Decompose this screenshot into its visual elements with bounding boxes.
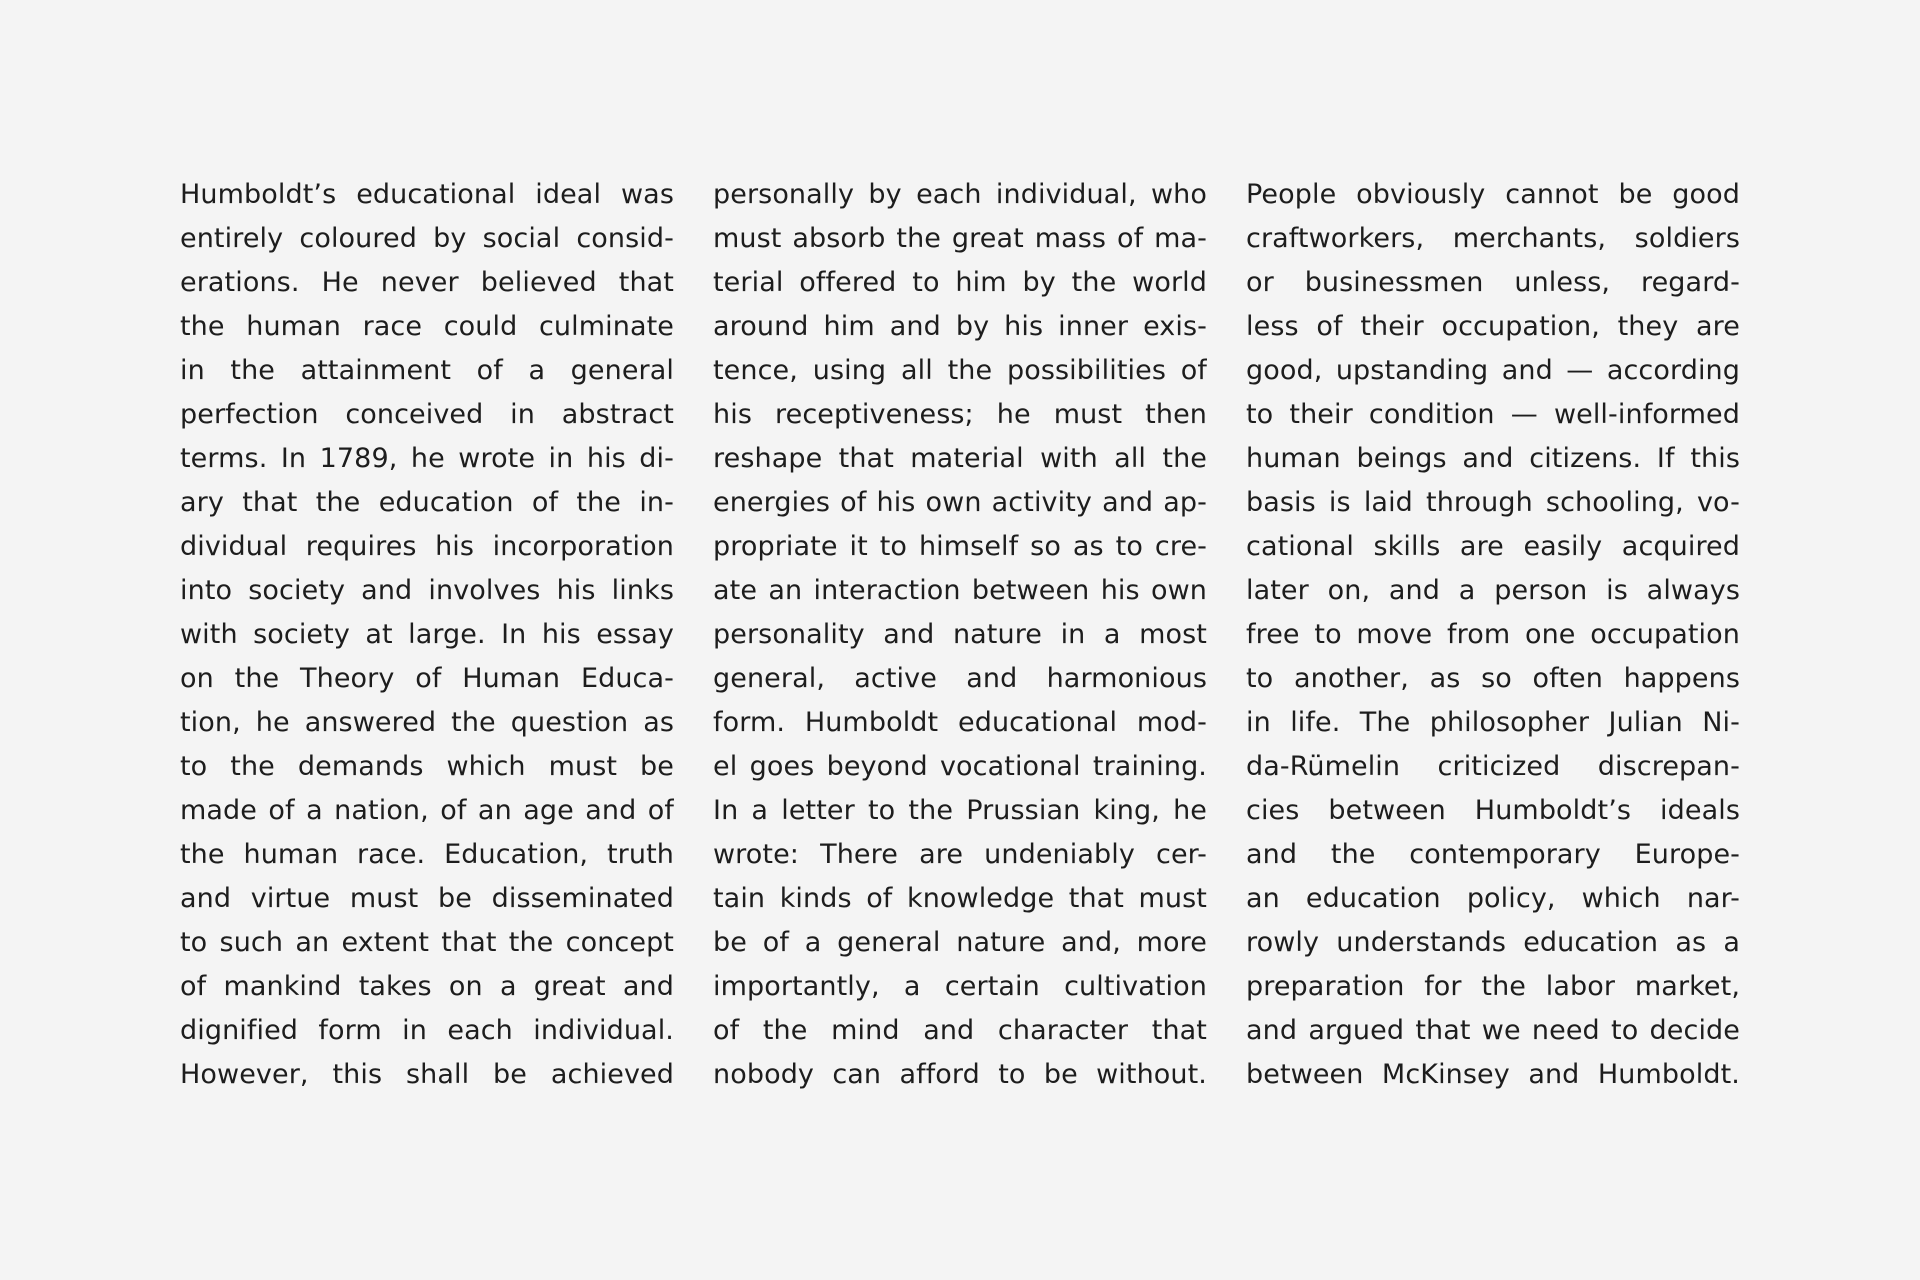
text-line: on the Theory of Human Educa- <box>180 663 674 694</box>
text-line: personally by each individual, who <box>713 179 1207 210</box>
text-line: to their condition — well-informed <box>1246 399 1740 430</box>
text-line: must absorb the great mass of ma- <box>713 223 1207 254</box>
text-line: However, this shall be achieved <box>180 1059 674 1090</box>
text-line: good, upstanding and — according <box>1246 355 1740 386</box>
text-line: da-Rümelin criticized discrepan- <box>1246 751 1740 782</box>
text-line: and argued that we need to decide <box>1246 1015 1740 1046</box>
text-line: rowly understands education as a <box>1246 927 1740 958</box>
text-line: in life. The philosopher Julian Ni- <box>1246 707 1740 738</box>
text-line: his receptiveness; he must then <box>713 399 1207 430</box>
text-line: perfection conceived in abstract <box>180 399 674 430</box>
text-line: terial offered to him by the world <box>713 267 1207 298</box>
text-line: or businessmen unless, regard- <box>1246 267 1740 298</box>
text-line: nobody can afford to be without. <box>713 1059 1207 1090</box>
text-line: in the attainment of a general <box>180 355 674 386</box>
text-line: of the mind and character that <box>713 1015 1207 1046</box>
text-line: to the demands which must be <box>180 751 674 782</box>
text-line: form. Humboldt educational mod- <box>713 707 1207 738</box>
text-line: Humboldt’s educational ideal was <box>180 179 674 210</box>
text-line: craftworkers, merchants, soldiers <box>1246 223 1740 254</box>
text-line: el goes beyond vocational training. <box>713 751 1207 782</box>
text-line: to another, as so often happens <box>1246 663 1740 694</box>
text-line: wrote: There are undeniably cer- <box>713 839 1207 870</box>
text-line: In a letter to the Prussian king, he <box>713 795 1207 826</box>
text-line: human beings and citizens. If this <box>1246 443 1740 474</box>
text-line: importantly, a certain cultivation <box>713 971 1207 1002</box>
text-line: be of a general nature and, more <box>713 927 1207 958</box>
text-line: tence, using all the possibilities of <box>713 355 1207 386</box>
text-line: propriate it to himself so as to cre- <box>713 531 1207 562</box>
text-line: dignified form in each individual. <box>180 1015 674 1046</box>
text-line: and virtue must be disseminated <box>180 883 674 914</box>
text-line: entirely coloured by social consid- <box>180 223 674 254</box>
text-line: between McKinsey and Humboldt. <box>1246 1059 1740 1090</box>
text-column-3 <box>1246 173 1740 1097</box>
text-line: terms. In 1789, he wrote in his di- <box>180 443 674 474</box>
text-line: tion, he answered the question as <box>180 707 674 738</box>
text-line: erations. He never believed that <box>180 267 674 298</box>
text-line: ate an interaction between his own <box>713 575 1207 606</box>
text-line: around him and by his inner exis- <box>713 311 1207 342</box>
text-column-1 <box>180 173 674 1097</box>
text-column-2 <box>713 173 1207 1097</box>
text-line: an education policy, which nar- <box>1246 883 1740 914</box>
text-line: People obviously cannot be good <box>1246 179 1740 210</box>
text-line: cational skills are easily acquired <box>1246 531 1740 562</box>
text-line: made of a nation, of an age and of <box>180 795 674 826</box>
text-line: the human race. Education, truth <box>180 839 674 870</box>
text-line: general, active and harmonious <box>713 663 1207 694</box>
text-line: preparation for the labor market, <box>1246 971 1740 1002</box>
text-line: less of their occupation, they are <box>1246 311 1740 342</box>
text-line: personality and nature in a most <box>713 619 1207 650</box>
text-line: with society at large. In his essay <box>180 619 674 650</box>
text-line: later on, and a person is always <box>1246 575 1740 606</box>
text-line: ary that the education of the in- <box>180 487 674 518</box>
text-line: to such an extent that the concept <box>180 927 674 958</box>
text-line: of mankind takes on a great and <box>180 971 674 1002</box>
text-line: and the contemporary Europe- <box>1246 839 1740 870</box>
text-line: free to move from one occupation <box>1246 619 1740 650</box>
text-line: the human race could culminate <box>180 311 674 342</box>
text-line: energies of his own activity and ap- <box>713 487 1207 518</box>
text-line: dividual requires his incorporation <box>180 531 674 562</box>
text-line: basis is laid through schooling, vo- <box>1246 487 1740 518</box>
text-line: reshape that material with all the <box>713 443 1207 474</box>
text-line: into society and involves his links <box>180 575 674 606</box>
text-line: tain kinds of knowledge that must <box>713 883 1207 914</box>
text-line: cies between Humboldt’s ideals <box>1246 795 1740 826</box>
